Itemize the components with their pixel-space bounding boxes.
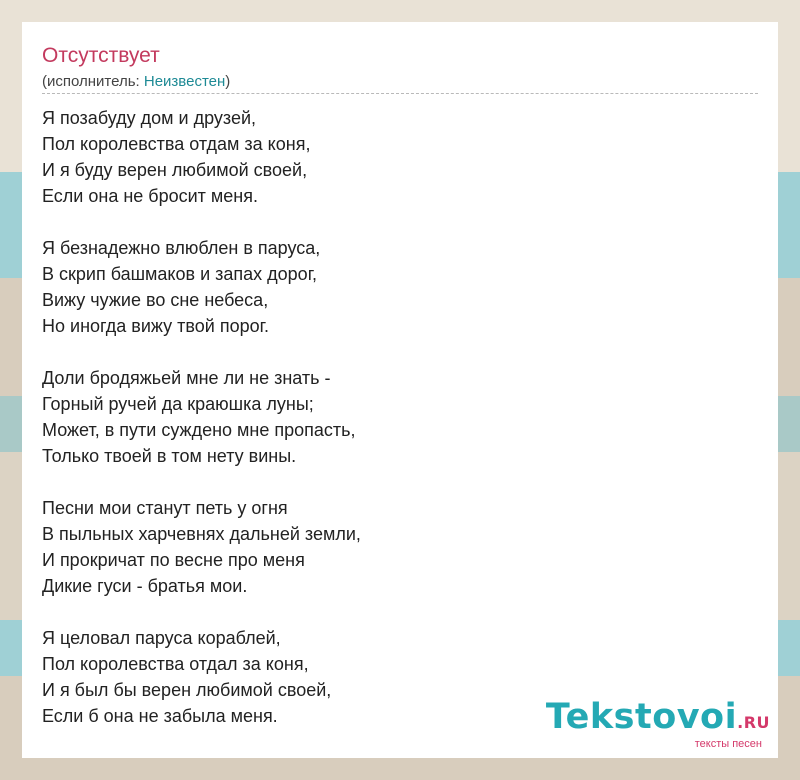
lyrics-line: Но иногда вижу твой порог. [42,316,269,336]
logo-subtitle: тексты песен [694,738,762,750]
artist-link[interactable]: Неизвестен [143,73,226,90]
lyrics-line: Я целовал паруса кораблей, [42,628,281,648]
site-logo[interactable] [546,699,770,750]
logo-main-text: Tekstovoi [545,697,738,737]
lyrics-line: Доли бродяжьей мне ли не знать - [42,368,331,388]
lyrics-stanza [42,625,361,729]
header-divider [42,93,758,94]
lyrics-line: Только твоей в том нету вины. [42,446,297,466]
lyrics-line: В пыльных харчевнях дальней земли, [42,524,361,544]
lyrics-line: Дикие гуси - братья мои. [42,576,248,596]
artist-line [42,73,230,90]
lyrics-line: Я безнадежно влюблен в паруса, [42,238,321,258]
lyrics-line: И прокричат по весне про меня [42,550,305,570]
lyrics-line: Я позабуду дом и друзей, [42,108,257,128]
lyrics-stanza [42,235,361,339]
lyrics-stanza [42,365,361,469]
lyrics-line: Песни мои станут петь у огня [42,498,288,518]
lyrics-line: Если она не бросит меня. [42,186,258,206]
artist-prefix: (исполнитель: [42,73,144,90]
logo-wordmark [546,699,770,741]
lyrics-line: И я был бы верен любимой своей, [42,680,332,700]
lyrics-line: Пол королевства отдам за коня, [42,134,311,154]
lyrics-line: Может, в пути суждено мне пропасть, [42,420,356,440]
lyrics-text [42,105,361,729]
song-title: Отсутствует [42,44,160,67]
lyrics-line: Горный ручей да краюшка луны; [42,394,314,414]
lyrics-line: Если б она не забыла меня. [42,706,278,726]
logo-domain: .RU [737,713,770,732]
artist-suffix: ) [225,73,231,90]
lyrics-card [22,22,778,758]
lyrics-line: В скрип башмаков и запах дорог, [42,264,318,284]
lyrics-stanza [42,495,361,599]
lyrics-stanza [42,105,361,209]
lyrics-line: И я буду верен любимой своей, [42,160,308,180]
lyrics-line: Пол королевства отдал за коня, [42,654,309,674]
lyrics-line: Вижу чужие во сне небеса, [42,290,269,310]
